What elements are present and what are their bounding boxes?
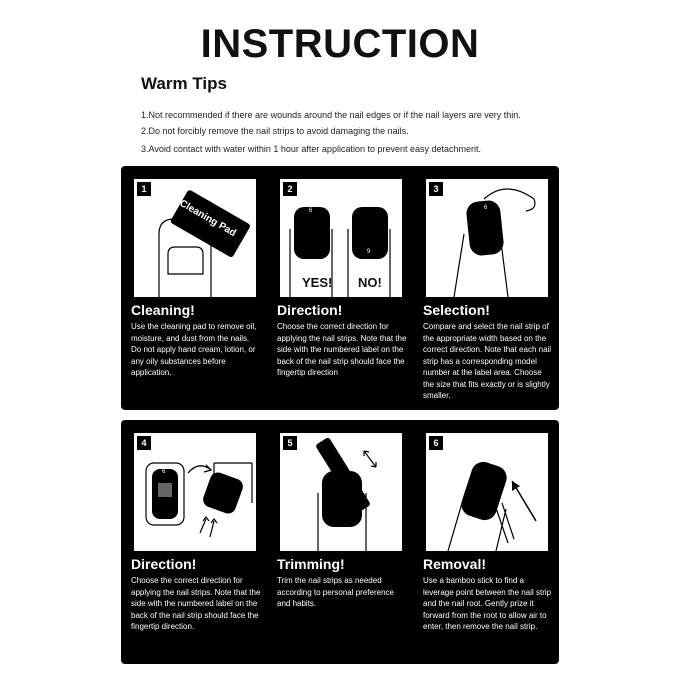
label-6: 6 [162,469,166,475]
step-description: Choose the correct direction for applying the nail strips. Note that the side with the numbered label on the back of the nail strip should face the fingertip direction. [131,576,261,631]
label-9: 9 [367,249,371,255]
step-description: Use the cleaning pad to remove oil, moisture, and dust from the nails. Do not apply hand cream, lotion, or any oily substances before application. [131,322,257,377]
tip-3: 3.Avoid contact with water within 1 hour after application to prevent easy detachment. [141,144,482,154]
step-4-illustration [134,433,256,551]
nail-apply-icon [134,433,256,551]
steps-panel-top [121,166,559,410]
step-number: 5 [283,436,297,450]
step-5 [267,420,413,664]
tip-2: 2.Do not forcibly remove the nail strips to avoid damaging the nails. [141,126,409,136]
step-2 [267,166,413,410]
step-number: 6 [429,436,443,450]
cleaning-pad-label: Cleaning Pad [177,197,238,240]
step-6-illustration [426,433,548,551]
tip-1: 1.Not recommended if there are wounds around the nail edges or if the nail layers are very thin. [141,110,521,120]
label-6: 6 [484,205,488,211]
step-3 [413,166,559,410]
step-number: 1 [137,182,151,196]
yes-label: YES! [302,275,333,290]
step-description: Choose the correct direction for applying the nail strips. Note that the side with the numbered label on the back of the nail strip should face the fingertip direction [277,322,407,377]
step-heading: Trimming! [277,556,345,572]
steps-panel-bottom [121,420,559,664]
step-2-illustration [280,179,402,297]
nail-file-icon [280,433,402,551]
label-6: 6 [309,208,313,214]
nail-selection-icon [426,179,548,297]
step-description: Use a bamboo stick to find a leverage point between the nail strip and the nail root. Gently prize it forward from the root to allow air to enter, then remove the nail strip. [423,576,552,631]
step-description: Compare and select the nail strip of the appropriate width based on the correct direction. Note that each nail strip has a corresponding model number at the label area. Choose the size that fits exactly or is slightly smaller. [423,322,552,400]
step-number: 3 [429,182,443,196]
step-number: 2 [283,182,297,196]
step-description: Trim the nail strips as needed according to personal preference and habits. [277,576,394,608]
page-title: INSTRUCTION [200,22,480,66]
step-heading: Direction! [277,302,343,318]
step-1 [121,166,267,410]
nail-direction-icon [280,179,402,297]
step-4 [121,420,267,664]
step-1-illustration [134,179,256,297]
finger-with-pad-icon [134,179,256,297]
step-5-illustration [280,433,402,551]
step-6 [413,420,559,664]
nail-removal-icon [426,433,548,551]
step-heading: Removal! [423,556,487,572]
no-label: NO! [358,275,382,290]
step-heading: Direction! [131,556,197,572]
warm-tips-heading: Warm Tips [141,74,227,93]
step-heading: Cleaning! [131,302,195,318]
step-number: 4 [137,436,151,450]
step-heading: Selection! [423,302,490,318]
step-3-illustration [426,179,548,297]
